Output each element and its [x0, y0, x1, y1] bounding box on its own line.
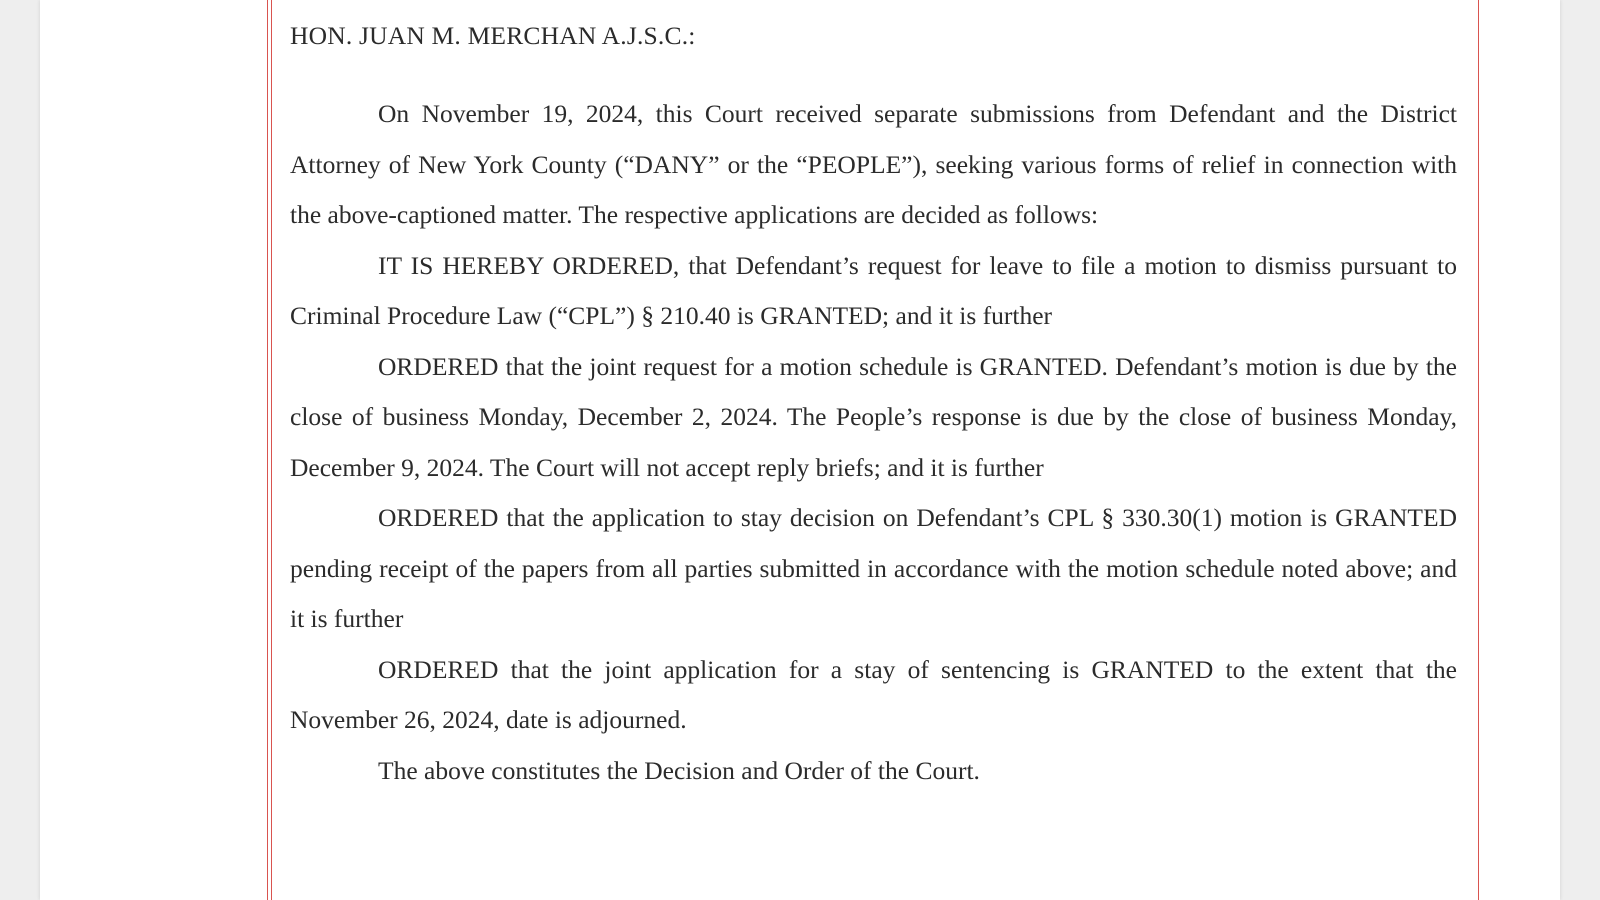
order-motion-schedule: ORDERED that the joint request for a motion schedule is GRANTED. Defendant’s motion is due by the close of business Monday, December 2, 2024. The People’s response is due by the close of business Monday, December 9, 2024. The Court will not accept reply briefs; and it is further — [290, 351, 1457, 482]
left-margin-rule — [267, 0, 268, 900]
intro-paragraph: On November 19, 2024, this Court received separate submissions from Defendant and the District Attorney of New York County (“DANY” or the “PEOPLE”), seeking various forms of relief in connection with the above-captioned matter. The respective applications are decided as follows: — [290, 99, 1457, 229]
left-margin-rule-inner — [271, 0, 272, 900]
order-stay-sentencing: ORDERED that the joint application for a stay of sentencing is GRANTED to the extent that the November 26, 2024, date is adjourned. — [290, 654, 1457, 734]
order-stay-decision: ORDERED that the application to stay decision on Defendant’s CPL § 330.30(1) motion is GRANTED pending receipt of the papers from all parties submitted in accordance with the motion schedule noted above; and it is further — [290, 503, 1457, 633]
order-leave-to-file: IT IS HEREBY ORDERED, that Defendant’s request for leave to file a motion to dismiss pursuant to Criminal Procedure Law (“CPL”) § 210.40 is GRANTED; and it is further — [290, 250, 1457, 330]
document-page — [40, 0, 1560, 900]
closing-statement: The above constitutes the Decision and Order of the Court. — [378, 755, 980, 785]
judge-heading: HON. JUAN M. MERCHAN A.J.S.C.: — [290, 21, 696, 50]
document-body — [290, 14, 1457, 796]
right-margin-rule — [1478, 0, 1479, 900]
